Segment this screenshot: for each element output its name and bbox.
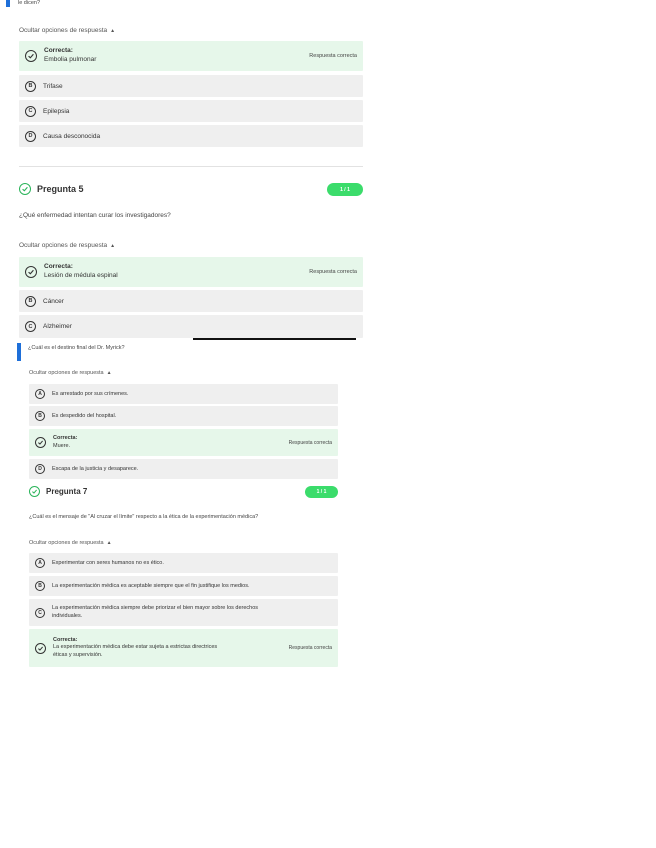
option-text: Embolia pulmonar (44, 56, 97, 63)
chevron-up-icon: ▲ (106, 370, 112, 376)
option-text-line1: La experimentación médica siempre debe priorizar el bien mayor sobre los derechos (52, 605, 259, 612)
score-badge: 1 / 1 (327, 183, 363, 196)
question-title: Pregunta 7 (46, 487, 88, 496)
option-letter-badge: B (25, 81, 36, 92)
option-text-line2: éticas y supervisión. (53, 651, 103, 658)
result-text: Respuesta correcta (288, 645, 332, 651)
option-text: Lesión de médula espinal (44, 272, 118, 279)
question-header (29, 486, 87, 497)
check-circle-icon (35, 643, 46, 654)
option-correct[interactable] (29, 629, 338, 667)
question-text: ¿Cuál es el mensaje de "Al cruzar el límite" respecto a la ética de la experimentación médica? (29, 514, 259, 520)
option-letter-badge: D (25, 131, 36, 142)
option-correct[interactable] (29, 429, 338, 456)
hide-options-label: Ocultar opciones de respuesta (29, 370, 104, 376)
chevron-up-icon: ▲ (110, 242, 116, 249)
option-text: Epilepsia (43, 107, 70, 115)
hide-options-label: Ocultar opciones de respuesta (29, 540, 104, 546)
option-correct[interactable] (19, 257, 363, 287)
option-letter-badge: B (35, 411, 45, 421)
option-letter-badge: D (35, 464, 45, 474)
option-letter-badge: B (35, 581, 45, 591)
option-c[interactable] (29, 599, 338, 626)
correct-label: Correcta: (44, 263, 73, 271)
option-text: Causa desconocida (43, 132, 101, 140)
correct-label: Correcta: (44, 47, 73, 55)
check-circle-icon (25, 266, 37, 278)
option-c[interactable] (19, 315, 363, 338)
option-text: Escapa de la justicia y desaparece. (52, 466, 139, 472)
check-circle-icon (35, 437, 46, 448)
option-text: Es despedido del hospital. (52, 413, 117, 419)
score-badge: 1 / 1 (305, 486, 338, 498)
option-a[interactable] (29, 384, 338, 404)
hide-options-label: Ocultar opciones de respuesta (19, 242, 108, 249)
option-letter-badge: A (35, 389, 45, 399)
option-c[interactable] (19, 100, 363, 122)
option-text: Muere. (53, 442, 71, 449)
option-text: Cáncer (43, 297, 64, 305)
option-correct[interactable] (19, 41, 363, 71)
option-a[interactable] (29, 553, 338, 573)
question-accent-bar (17, 343, 21, 361)
hide-options-toggle[interactable] (19, 242, 115, 249)
correct-label: Correcta: (53, 636, 78, 643)
option-b[interactable] (29, 576, 338, 596)
option-letter-badge: C (25, 106, 36, 117)
option-d[interactable] (29, 459, 338, 479)
hide-options-toggle[interactable] (29, 540, 112, 546)
hide-options-toggle[interactable] (19, 27, 115, 34)
option-text: Es arrestado por sus crímenes. (52, 391, 129, 397)
option-b[interactable] (19, 75, 363, 97)
option-letter-badge: C (35, 608, 45, 618)
chevron-up-icon: ▲ (106, 540, 112, 546)
check-circle-icon (29, 486, 40, 497)
option-letter-badge: B (25, 296, 36, 307)
chevron-up-icon: ▲ (110, 27, 116, 34)
question-header (19, 183, 84, 195)
section-divider (19, 166, 363, 167)
option-text-line2: individuales. (52, 612, 83, 619)
option-text: La experimentación médica es aceptable siempre que el fin justifique los medios. (52, 583, 250, 589)
hide-options-toggle[interactable] (29, 370, 112, 376)
question-accent-bar (6, 0, 10, 7)
result-text: Respuesta correcta (309, 53, 357, 59)
hide-options-label: Ocultar opciones de respuesta (19, 27, 108, 34)
overlay-seam-line (193, 338, 356, 340)
option-text: Experimentar con seres humanos no es ético. (52, 560, 164, 566)
option-b[interactable] (19, 290, 363, 312)
question-text: ¿Cuál es el destino final del Dr. Myrick? (28, 345, 125, 351)
option-text: Alzheimer (43, 323, 72, 330)
result-text: Respuesta correcta (309, 269, 357, 275)
option-text: Trifase (43, 82, 63, 90)
question-title: Pregunta 5 (37, 184, 84, 194)
option-b[interactable] (29, 406, 338, 426)
check-circle-icon (25, 50, 37, 62)
option-letter-badge: A (35, 558, 45, 568)
question-text: ¿Qué enfermedad intentan curar los investigadores? (19, 212, 171, 219)
correct-label: Correcta: (53, 435, 78, 442)
question-fragment: le dicen? (18, 0, 41, 6)
option-text-line1: La experimentación médica debe estar sujeta a estrictas directrices (53, 644, 218, 651)
option-d[interactable] (19, 125, 363, 147)
check-circle-icon (19, 183, 31, 195)
option-letter-badge: C (25, 321, 36, 332)
result-text: Respuesta correcta (288, 439, 332, 446)
